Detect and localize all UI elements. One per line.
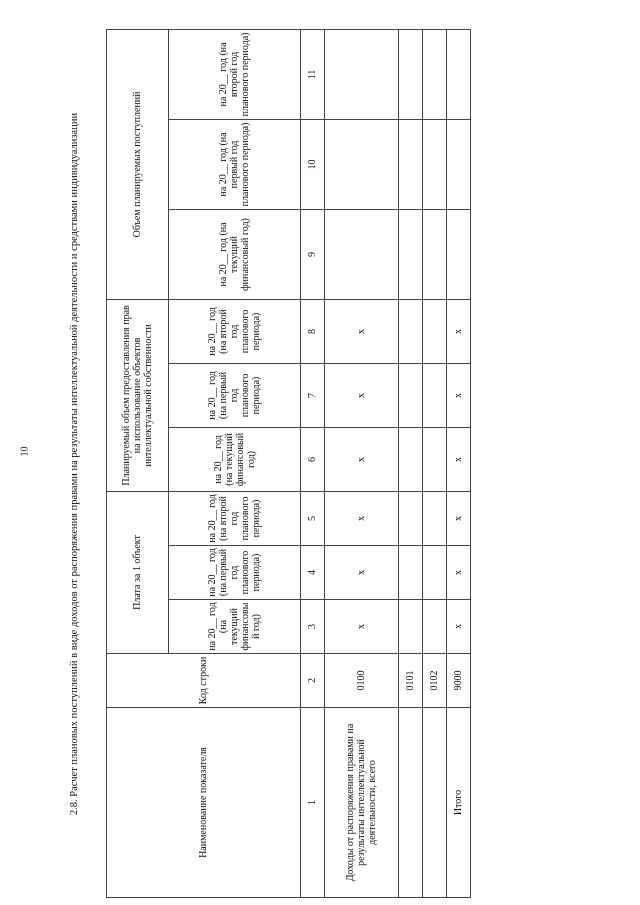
page-number: 10 bbox=[19, 446, 31, 457]
row-line-code: 0102 bbox=[423, 654, 447, 708]
header-planned-period-first: на 20__ год (на первый год планового периода) bbox=[169, 363, 301, 427]
table-cell bbox=[447, 119, 471, 209]
table-cell bbox=[447, 209, 471, 299]
table-cell bbox=[399, 427, 423, 491]
table-cell bbox=[423, 427, 447, 491]
table-cell bbox=[325, 119, 399, 209]
column-number: 10 bbox=[301, 119, 325, 209]
table-cell: х bbox=[447, 546, 471, 600]
column-number: 9 bbox=[301, 209, 325, 299]
row-line-code: 0100 bbox=[325, 654, 399, 708]
column-number: 8 bbox=[301, 299, 325, 363]
table-cell bbox=[325, 29, 399, 119]
table-cell bbox=[423, 491, 447, 545]
header-fee-per-object: Плата за 1 объект bbox=[107, 491, 169, 653]
header-indicator-name: Наименование показателя bbox=[107, 708, 301, 898]
table-cell: х bbox=[447, 363, 471, 427]
header-fee-period-current: на 20__ год (на текущий финансовый год) bbox=[169, 600, 301, 654]
header-revenue-period-first: на 20__ год (на первый год планового периода) bbox=[169, 119, 301, 209]
table-row-total bbox=[447, 29, 471, 897]
table-cell: х bbox=[325, 299, 399, 363]
table-cell bbox=[423, 600, 447, 654]
table-cell bbox=[399, 546, 423, 600]
header-planned-period-second: на 20__ год (на второй год планового периода) bbox=[169, 299, 301, 363]
column-number: 3 bbox=[301, 600, 325, 654]
row-indicator-name: Итого bbox=[447, 708, 471, 898]
section-heading: 2.8. Расчет плановых поступлений в виде доходов от распоряжения правами на результаты интеллектуальной деятельности и средствами индивидуализации bbox=[69, 112, 80, 816]
table-cell bbox=[423, 546, 447, 600]
table-cell: х bbox=[447, 427, 471, 491]
header-planned-volume: Планируемый объем предоставления прав на использование объектов интеллектуальной собственности bbox=[107, 299, 169, 491]
table-cell: х bbox=[447, 299, 471, 363]
column-number: 4 bbox=[301, 546, 325, 600]
row-indicator-name: Доходы от распоряжения правами на результаты интеллектуальной деятельности, всего bbox=[325, 708, 399, 898]
column-numbers-row bbox=[301, 29, 325, 897]
header-fee-period-second: на 20__ год (на второй год планового периода) bbox=[169, 491, 301, 545]
table-cell bbox=[399, 209, 423, 299]
table-cell bbox=[325, 209, 399, 299]
row-line-code: 0101 bbox=[399, 654, 423, 708]
table-row bbox=[399, 29, 423, 897]
revenue-calculation-table bbox=[106, 29, 471, 898]
table-cell bbox=[399, 363, 423, 427]
column-number: 5 bbox=[301, 491, 325, 545]
rotated-page-content bbox=[68, 30, 568, 898]
table-cell bbox=[399, 29, 423, 119]
header-line-code: Код строки bbox=[107, 654, 301, 708]
table-cell: х bbox=[325, 427, 399, 491]
column-number: 11 bbox=[301, 29, 325, 119]
row-indicator-name bbox=[399, 708, 423, 898]
row-indicator-name bbox=[423, 708, 447, 898]
table-row bbox=[423, 29, 447, 897]
header-planned-period-current: на 20__ год (на текущий финансовый год) bbox=[169, 427, 301, 491]
header-planned-revenue: Объем планируемых поступлений bbox=[107, 29, 169, 299]
table-cell bbox=[399, 119, 423, 209]
column-number: 7 bbox=[301, 363, 325, 427]
table-cell bbox=[423, 119, 447, 209]
table-cell: х bbox=[325, 546, 399, 600]
table-cell bbox=[399, 600, 423, 654]
column-number: 1 bbox=[301, 708, 325, 898]
table-cell bbox=[423, 209, 447, 299]
table-cell bbox=[423, 29, 447, 119]
table-cell bbox=[423, 363, 447, 427]
header-fee-period-first: на 20__ год (на первый год планового периода) bbox=[169, 546, 301, 600]
table-cell bbox=[447, 29, 471, 119]
table-cell: х bbox=[447, 491, 471, 545]
header-revenue-period-current: на 20__ год (на текущий финансовый год) bbox=[169, 209, 301, 299]
column-number: 6 bbox=[301, 427, 325, 491]
table-row bbox=[325, 29, 399, 897]
table-cell bbox=[399, 491, 423, 545]
table-cell: х bbox=[325, 491, 399, 545]
column-number: 2 bbox=[301, 654, 325, 708]
table-cell: х bbox=[447, 600, 471, 654]
table-cell bbox=[399, 299, 423, 363]
table-cell: х bbox=[325, 600, 399, 654]
header-revenue-period-second: на 20__ год (на второй год планового периода) bbox=[169, 29, 301, 119]
row-line-code: 9000 bbox=[447, 654, 471, 708]
table-cell: х bbox=[325, 363, 399, 427]
table-cell bbox=[423, 299, 447, 363]
